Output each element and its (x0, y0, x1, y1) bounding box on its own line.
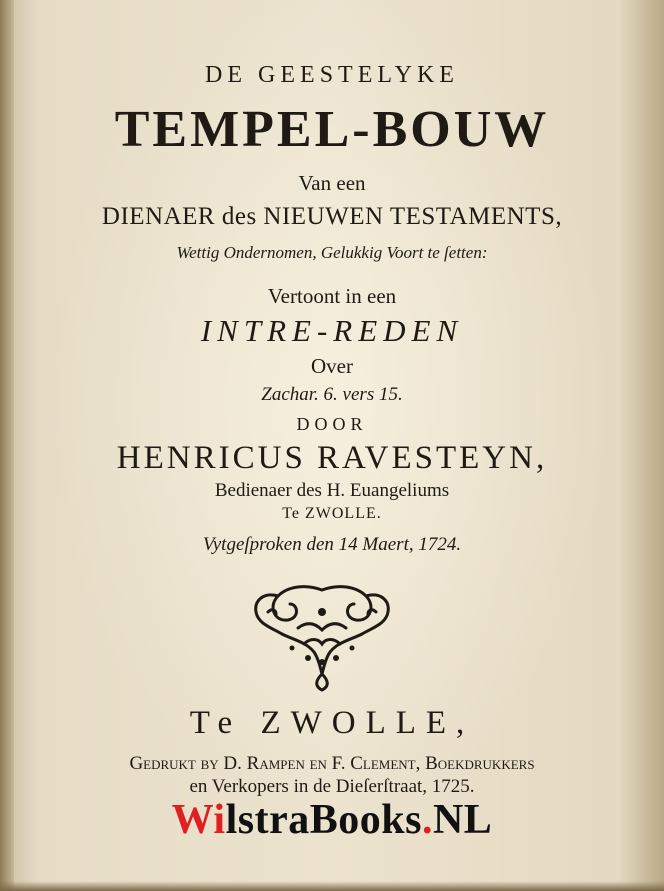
author-name: HENRICUS RAVESTEYN, (116, 440, 548, 476)
watermark-logo (0, 796, 664, 844)
subtitle-italic: Wettig Ondernomen, Gelukkig Voort te ſetten: (176, 243, 488, 262)
title-line-4: DIENAER des NIEUWEN TESTAMENTS, (101, 203, 563, 230)
scripture-reference: Zachar. 6. vers 15. (261, 384, 403, 405)
author-place: Te ZWOLLE. (282, 505, 382, 522)
imprint-printer: Gedrukt by D. Rampen en F. Clement, Boekdrukkers (129, 753, 535, 774)
title-line-6: Vertoont in een (267, 284, 397, 308)
intre-reden: INTRE-REDEN (200, 313, 464, 348)
watermark-part-3: . (421, 797, 433, 843)
imprint-city: Te ZWOLLE, (189, 705, 475, 741)
door-label: DOOR (296, 414, 368, 434)
imprint-address-year: en Verkopers in de Dieſerſtraat, 1725. (189, 776, 475, 797)
main-title: TEMPEL-BOUW (114, 101, 550, 158)
page-edge-bottom (0, 881, 664, 891)
watermark-part-1: Wi (171, 797, 226, 843)
title-line-8: Over (311, 354, 353, 378)
watermark-part-4: NL (432, 797, 493, 843)
title-line-1: DE GEESTELYKE (205, 62, 459, 88)
fleuron-ornament-icon (248, 582, 396, 694)
watermark-part-2: lstraBooks (225, 797, 422, 843)
author-title: Bedienaer des H. Euangeliums (214, 480, 450, 501)
title-line-3: Van een (298, 171, 366, 195)
delivery-date: Vytgeſproken den 14 Maert, 1724. (202, 534, 462, 555)
